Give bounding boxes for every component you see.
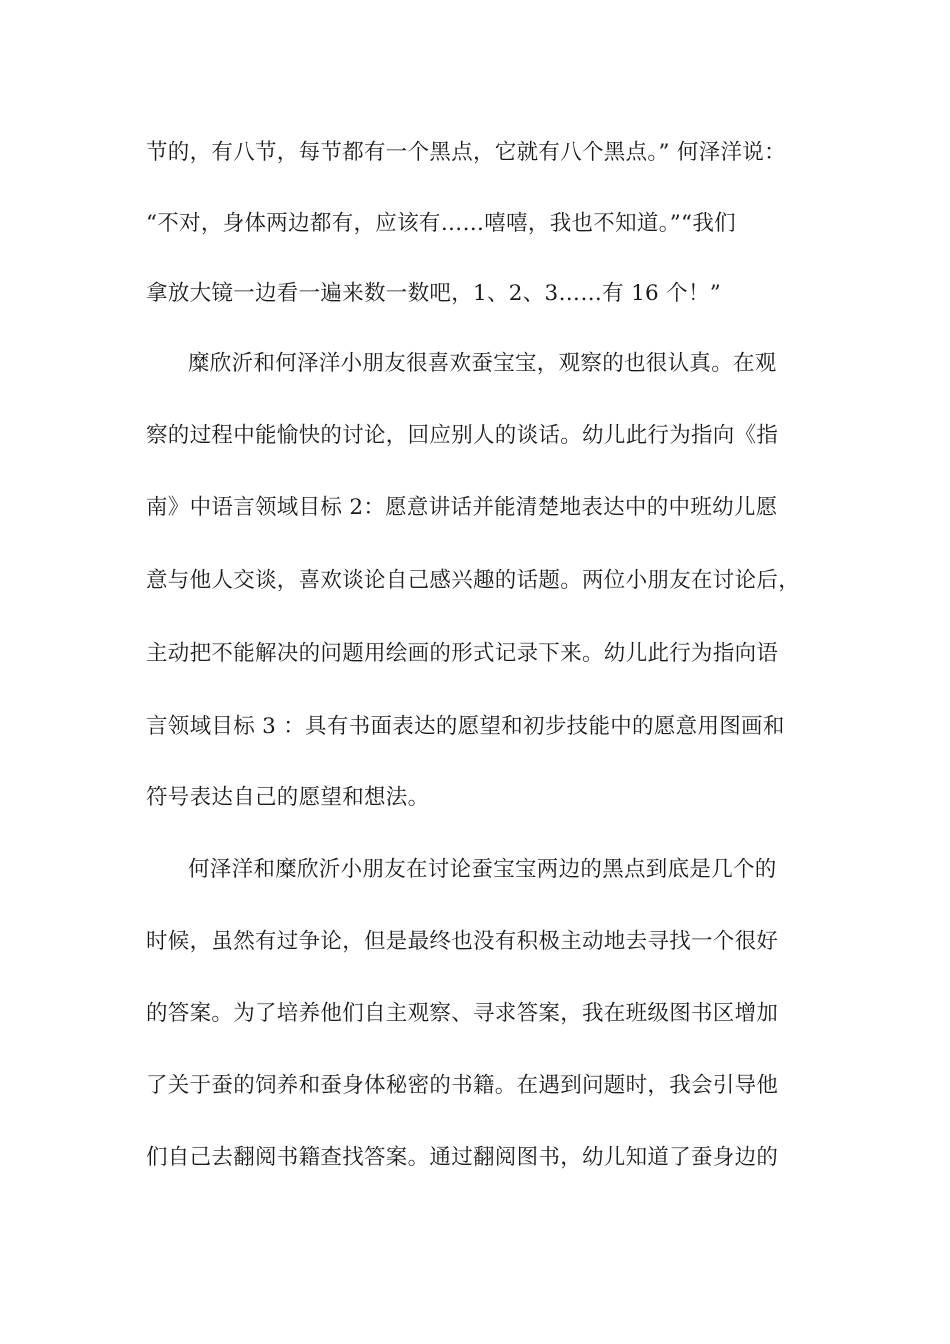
text-line: 的答案。为了培养他们自主观察、寻求答案，我在班级图书区增加 — [146, 1001, 779, 1026]
text-line: 拿放大镜一边看一遍来数一数吧，1、2、3……有 16 个！” — [146, 281, 722, 306]
paragraph-start-line: 何泽洋和糜欣沂小朋友在讨论蚕宝宝两边的黑点到底是几个的 — [188, 857, 777, 882]
text-line: 意与他人交谈，喜欢谈论自己感兴趣的话题。两位小朋友在讨论后， — [146, 568, 801, 593]
text-line: 言领域目标 3 ：具有书面表达的愿望和初步技能中的愿意用图画和 — [146, 714, 785, 739]
text-line: 符号表达自己的愿望和想法。 — [146, 785, 430, 810]
text-line: 主动把不能解决的问题用绘画的形式记录下来。幼儿此行为指向语 — [146, 641, 779, 666]
text-line: 们自己去翻阅书籍查找答案。通过翻阅图书，幼儿知道了蚕身边的 — [146, 1145, 779, 1170]
text-line: 南》中语言领域目标 2：愿意讲话并能清楚地表达中的中班幼儿愿 — [146, 495, 778, 520]
text-line: 时候，虽然有过争论，但是最终也没有积极主动地去寻找一个很好 — [146, 929, 779, 954]
text-line: 了关于蚕的饲养和蚕身体秘密的书籍。在遇到问题时，我会引导他 — [146, 1073, 779, 1098]
text-line: 察的过程中能愉快的讨论，回应别人的谈话。幼儿此行为指向《指 — [146, 423, 779, 448]
text-line: 节的，有八节，每节都有一个黑点，它就有八个黑点。” 何泽洋说： — [146, 140, 786, 165]
paragraph-start-line: 糜欣沂和何泽洋小朋友很喜欢蚕宝宝，观察的也很认真。在观 — [188, 351, 777, 376]
text-line: “不对，身体两边都有，应该有……嘻嘻，我也不知道。”“我们 — [146, 211, 736, 236]
